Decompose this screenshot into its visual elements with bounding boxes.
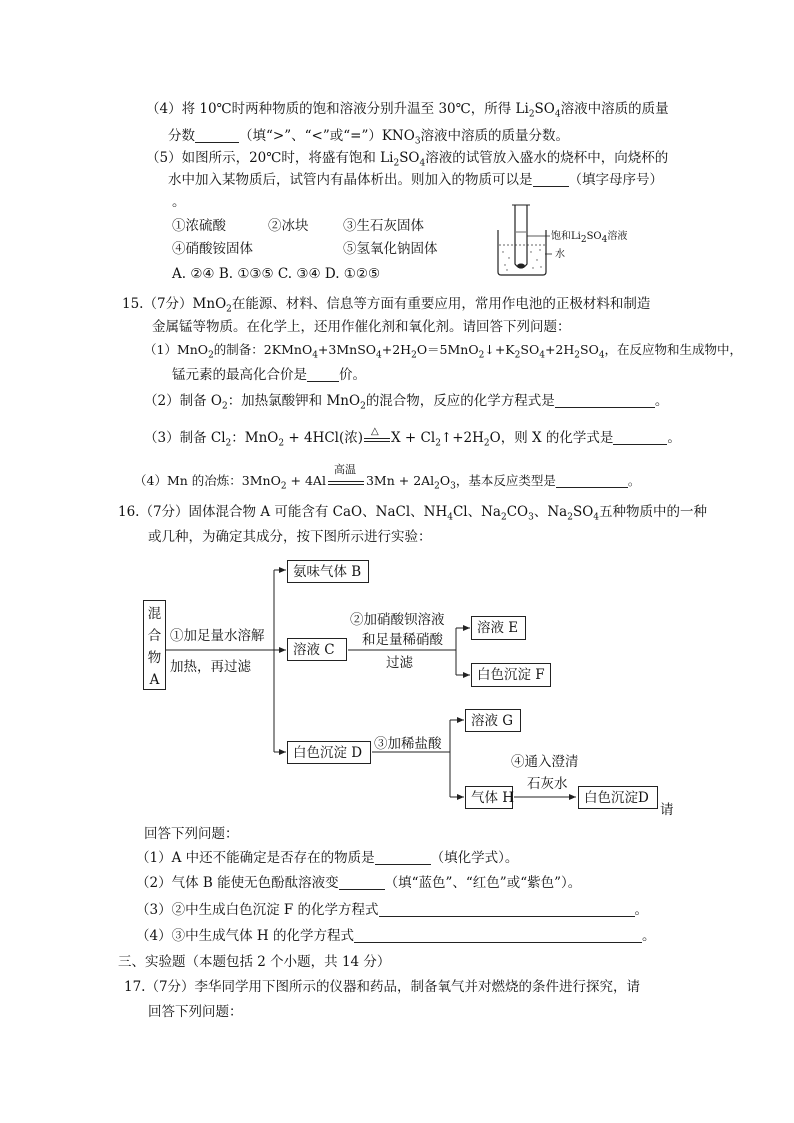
q15-line1: 15.（7分）MnO$_2$在能源、材料、信息等方面有重要应用，常用作电池的正极材料和制造 bbox=[122, 296, 651, 315]
q16-line2: 或几种，为确定其成分，按下图所示进行实验： bbox=[148, 529, 432, 545]
option-3: ③生石灰固体 bbox=[343, 218, 424, 234]
box-solution-g: 溶液 G bbox=[465, 709, 521, 732]
q15-part1-line2: 锰元素的最高化合价是 价。 bbox=[172, 367, 366, 383]
q16-sub1: （1）A 中还不能确定是否存在的物质是 （填化学式）。 bbox=[136, 850, 519, 866]
box-gas-b: 氨味气体 B bbox=[287, 560, 369, 583]
option-1: ①浓硫酸 bbox=[172, 218, 226, 234]
step1-label-bottom: 加热，再过滤 bbox=[170, 659, 251, 675]
q14-part4-line1: （4）将 10℃时两种物质的饱和溶液分别升温至 30℃，所得 $Li_2SO_4$溶液中溶质的质量 bbox=[146, 101, 669, 120]
answer-blank[interactable] bbox=[379, 902, 635, 917]
step2-label-mid: 和足量稀硝酸 bbox=[362, 632, 443, 648]
heat-condition-arrow: △ bbox=[363, 430, 391, 444]
q14-part5-line3: 。 bbox=[172, 194, 186, 210]
box-solution-e: 溶液 E bbox=[471, 616, 526, 640]
q14-part4-line2: 分数 （填“>”、“<”或“$=”)KNO_3$溶液中溶质的质量分数。 bbox=[168, 128, 570, 147]
option-4: ④硝酸铵固体 bbox=[172, 241, 253, 257]
q15-line2: 金属锰等物质。在化学上，还用作催化剂和氧化剂。请回答下列问题： bbox=[152, 319, 571, 335]
box-mixture-a: 混合物A bbox=[143, 600, 166, 690]
q15-part2: （2）制备 $O_2$：加热氯酸钾和 MnO$_2$的混合物，反应的化学方程式是 。 bbox=[144, 393, 669, 412]
q16-sub3: （3）②中生成白色沉淀 F 的化学方程式 。 bbox=[136, 902, 649, 918]
q16-sub4: （4）③中生成气体 H 的化学方程式 。 bbox=[136, 928, 656, 944]
step3-label: ③加稀盐酸 bbox=[374, 736, 442, 752]
step2-label-bottom: 过滤 bbox=[386, 655, 413, 671]
beaker-label-solution: 饱和$Li_2SO_4$溶液 bbox=[551, 231, 628, 245]
q14-part5-line2: 水中加入某物质后，试管内有晶体析出。则加入的物质可以是 （填字母序号） bbox=[168, 172, 663, 188]
flow-trailing-text: 请 bbox=[660, 802, 674, 818]
box-precip-f: 白色沉淀 F bbox=[471, 663, 551, 687]
q17-line1: 17.（7分）李华同学用下图所示的仪器和药品，制备氧气并对燃烧的条件进行探究，请 bbox=[124, 979, 641, 995]
answer-blank[interactable] bbox=[375, 850, 431, 865]
q15-part1-line1: （1）MnO$_2$的制备：$2KMnO_4+3MnSO_4+2H_2O=5MnO_2↓+K_2SO_4+2H_2SO_4$，在反应物和生成物中， bbox=[144, 342, 743, 361]
high-temp-condition: 高温 bbox=[326, 473, 366, 487]
q17-line2: 回答下列问题： bbox=[148, 1004, 243, 1020]
step2-label-top: ②加硝酸钡溶液 bbox=[350, 612, 445, 628]
step4-label-top: ④通入澄清 bbox=[511, 754, 579, 770]
box-precip-d2: 白色沉淀D bbox=[578, 786, 658, 809]
q15-part4: （4）Mn 的冶炼：3MnO$_2$ + 4Al 高温 $3Mn + 2Al_2O_3$，基本反应类型是 。 bbox=[134, 463, 641, 492]
q16-line1: 16.（7分）固体混合物 A 可能含有 CaO、NaCl、$NH_4Cl$、$Na_2CO_3$、$Na_2SO_4$五种物质中的一种 bbox=[118, 504, 708, 523]
section-3-heading: 三、实验题（本题包括 2 个小题，共 14 分） bbox=[118, 954, 391, 970]
q16-sub2: （2）气体 B 能使无色酚酞溶液变 （填“蓝色”、“红色”或“紫色”）。 bbox=[136, 875, 582, 891]
q15-part3: （3）制备 $Cl_2$：MnO$_2$ + 4HCl(浓) △ $X + Cl_2↑+2H_2O$，则 X 的化学式是 。 bbox=[144, 426, 681, 449]
answer-choices: A. ②④ B. ①③⑤ C. ③④ D. ①②⑤ bbox=[172, 266, 381, 282]
beaker-label-water: 水 bbox=[555, 249, 565, 260]
option-2: ②冰块 bbox=[268, 218, 309, 234]
step4-label-bottom: 石灰水 bbox=[527, 776, 568, 792]
box-precip-d: 白色沉淀 D bbox=[287, 741, 371, 764]
option-5: ⑤氢氧化钠固体 bbox=[343, 241, 438, 257]
step1-label-top: ①加足量水溶解 bbox=[170, 628, 265, 644]
q14-part5-line1: （5）如图所示，20℃时，将盛有饱和 $Li_2SO_4$溶液的试管放入盛水的烧杯中，向烧杯的 bbox=[146, 150, 669, 169]
box-gas-h: 气体 H bbox=[465, 786, 513, 809]
answer-blank[interactable] bbox=[339, 875, 385, 890]
box-solution-c: 溶液 C bbox=[287, 638, 347, 661]
q16-ask: 回答下列问题： bbox=[144, 826, 239, 842]
answer-blank[interactable] bbox=[354, 928, 642, 943]
